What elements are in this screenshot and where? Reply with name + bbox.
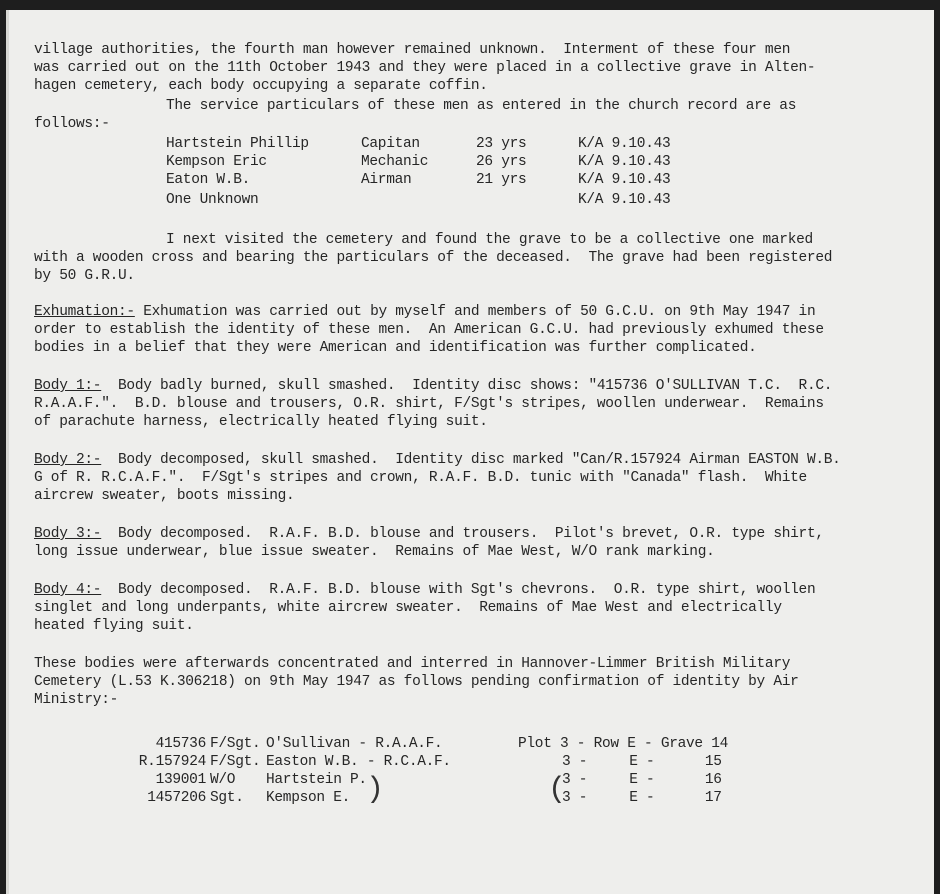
record-status: K/A 9.10.43 bbox=[578, 172, 671, 188]
concentration-line-2: Cemetery (L.53 K.306218) on 9th May 1947 as follows pending confirmation of identity by Air bbox=[34, 674, 799, 690]
exhumation-line-3: bodies in a belief that they were American and identification was further complicated. bbox=[34, 340, 757, 356]
record-rank: Capitan bbox=[361, 136, 420, 152]
record-rank: Airman bbox=[361, 172, 412, 188]
record-status: K/A 9.10.43 bbox=[578, 192, 671, 208]
visit-line-3: by 50 G.R.U. bbox=[34, 268, 135, 284]
intro-line-4: The service particulars of these men as entered in the church record are as bbox=[166, 98, 797, 114]
intro-line-5: follows:- bbox=[34, 116, 110, 132]
right-brace: ) bbox=[366, 773, 384, 807]
burial-plot: 3 - E - 17 bbox=[562, 790, 722, 806]
visit-line-1: I next visited the cemetery and found the grave to be a collective one marked bbox=[166, 232, 813, 248]
body-4-heading: Body 4:- bbox=[34, 582, 102, 598]
body-1-line-2: R.A.A.F.". B.D. blouse and trousers, O.R. shirt, F/Sgt's stripes, woollen underwear. Remains bbox=[34, 396, 824, 412]
burial-name: O'Sullivan - R.A.A.F. bbox=[266, 736, 443, 752]
burial-service-number: 1457206 bbox=[147, 790, 206, 806]
body-3-line-1: Body decomposed. R.A.F. B.D. blouse and trousers. Pilot's brevet, O.R. type shirt, bbox=[101, 526, 824, 542]
body-4-line-2: singlet and long underpants, white aircrew sweater. Remains of Mae West and electrically bbox=[34, 600, 782, 616]
body-2-line-1: Body decomposed, skull smashed. Identity disc marked "Can/R.157924 Airman EASTON W.B. bbox=[101, 452, 841, 468]
record-age: 21 yrs bbox=[476, 172, 527, 188]
body-1-line-1: Body badly burned, skull smashed. Identity disc shows: "415736 O'SULLIVAN T.C. R.C. bbox=[101, 378, 833, 394]
burial-rank: F/Sgt. bbox=[210, 736, 261, 752]
body-1-paragraph bbox=[34, 378, 832, 395]
intro-line-3: hagen cemetery, each body occupying a separate coffin. bbox=[34, 78, 488, 94]
intro-line-1: village authorities, the fourth man however remained unknown. Interment of these four men bbox=[34, 42, 791, 58]
burial-plot: 3 - E - 16 bbox=[562, 772, 722, 788]
record-age: 23 yrs bbox=[476, 136, 527, 152]
body-1-line-3: of parachute harness, electrically heated flying suit. bbox=[34, 414, 488, 430]
body-1-heading: Body 1:- bbox=[34, 378, 102, 394]
intro-line-2: was carried out on the 11th October 1943 and they were placed in a collective grave in Alten- bbox=[34, 60, 816, 76]
exhumation-paragraph bbox=[34, 304, 815, 321]
burial-rank: F/Sgt. bbox=[210, 754, 261, 770]
body-4-line-3: heated flying suit. bbox=[34, 618, 194, 634]
burial-plot: 3 - E - 15 bbox=[562, 754, 722, 770]
exhumation-heading: Exhumation:- bbox=[34, 304, 135, 320]
record-rank: Mechanic bbox=[361, 154, 429, 170]
body-3-line-2: long issue underwear, blue issue sweater. Remains of Mae West, W/O rank marking. bbox=[34, 544, 715, 560]
body-4-paragraph bbox=[34, 582, 815, 599]
document-page bbox=[6, 10, 934, 894]
concentration-line-3: Ministry:- bbox=[34, 692, 119, 708]
burial-service-number: 139001 bbox=[155, 772, 206, 788]
record-status: K/A 9.10.43 bbox=[578, 136, 671, 152]
record-name: Hartstein Phillip bbox=[166, 136, 309, 152]
body-2-line-3: aircrew sweater, boots missing. bbox=[34, 488, 295, 504]
page-edge-shadow bbox=[6, 10, 9, 894]
body-2-heading: Body 2:- bbox=[34, 452, 102, 468]
left-brace: ( bbox=[548, 773, 566, 807]
visit-line-2: with a wooden cross and bearing the particulars of the deceased. The grave had been registered bbox=[34, 250, 833, 266]
burial-plot: Plot 3 - Row E - Grave 14 bbox=[518, 736, 729, 752]
exhumation-line-2: order to establish the identity of these men. An American G.C.U. had previously exhumed these bbox=[34, 322, 824, 338]
burial-service-number: R.157924 bbox=[138, 754, 206, 770]
body-2-paragraph bbox=[34, 452, 841, 469]
record-age: 26 yrs bbox=[476, 154, 527, 170]
burial-service-number: 415736 bbox=[155, 736, 206, 752]
record-name: Kempson Eric bbox=[166, 154, 267, 170]
exhumation-line-1: Exhumation was carried out by myself and members of 50 G.C.U. on 9th May 1947 in bbox=[134, 304, 816, 320]
concentration-line-1: These bodies were afterwards concentrated and interred in Hannover-Limmer British Military bbox=[34, 656, 791, 672]
record-name: Eaton W.B. bbox=[166, 172, 251, 188]
body-2-line-2: G of R. R.C.A.F.". F/Sgt's stripes and crown, R.A.F. B.D. tunic with "Canada" flash. White bbox=[34, 470, 807, 486]
record-status: K/A 9.10.43 bbox=[578, 154, 671, 170]
body-3-heading: Body 3:- bbox=[34, 526, 102, 542]
burial-rank: Sgt. bbox=[210, 790, 244, 806]
burial-rank: W/O bbox=[210, 772, 236, 788]
record-name: One Unknown bbox=[166, 192, 259, 208]
burial-name: Easton W.B. - R.C.A.F. bbox=[266, 754, 451, 770]
body-3-paragraph bbox=[34, 526, 824, 543]
burial-name: Kempson E. bbox=[266, 790, 351, 806]
body-4-line-1: Body decomposed. R.A.F. B.D. blouse with Sgt's chevrons. O.R. type shirt, woollen bbox=[101, 582, 816, 598]
burial-name: Hartstein P. bbox=[266, 772, 367, 788]
